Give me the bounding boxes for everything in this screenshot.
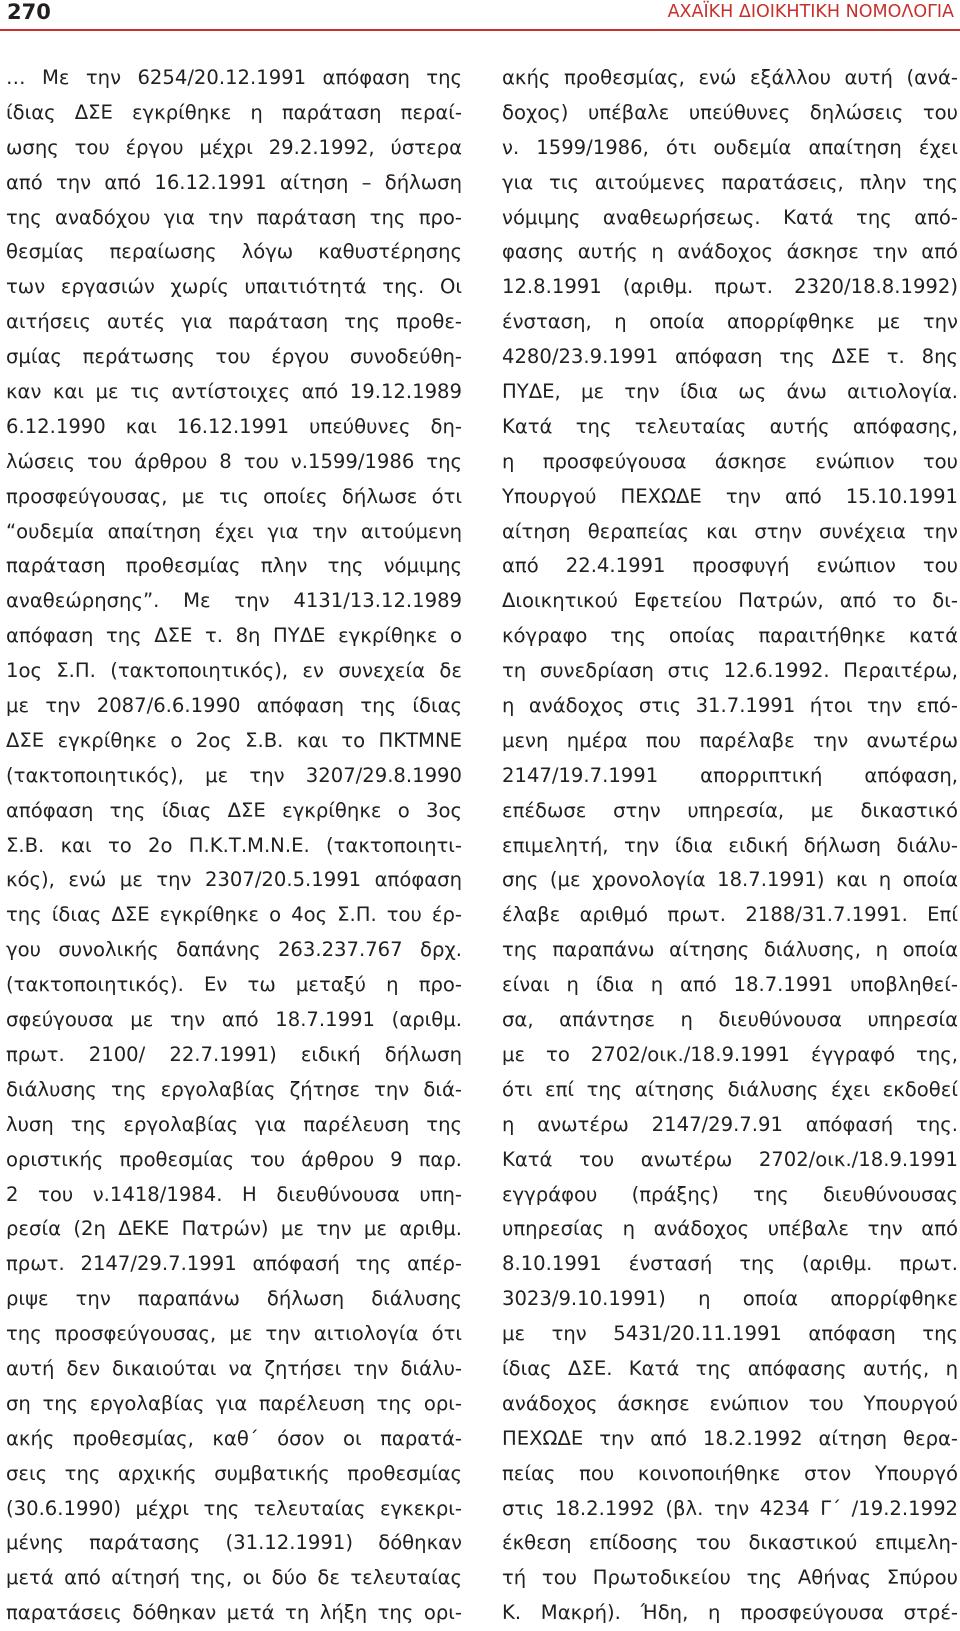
text-line: με την 5431/20.11.1991 απόφαση της xyxy=(502,1322,958,1346)
text-line: των εργασιών χωρίς υπαιτιότητά της. Οι xyxy=(6,275,462,299)
page-header xyxy=(0,0,960,32)
text-line: δοχος) υπέβαλε υπεύθυνες δηλώσεις του xyxy=(502,100,958,124)
text-line: απόφαση της ίδιας ΔΣΕ εγκρίθηκε ο 3ος xyxy=(6,798,462,822)
text-line: “ουδεμία απαίτηση έχει για την αιτούμενη xyxy=(6,519,462,543)
text-line: Διοικητικού Εφετείου Πατρών, από το δι- xyxy=(502,589,958,613)
text-line: κός), ενώ με την 2307/20.5.1991 απόφαση xyxy=(6,868,462,892)
text-line: Υπουργού ΠΕΧΩΔΕ την από 15.10.1991 xyxy=(502,484,958,508)
text-line: η ανωτέρω 2147/29.7.91 απόφασή της. xyxy=(502,1112,958,1136)
text-line: πρωτ. 2100/ 22.7.1991) ειδική δήλωση xyxy=(6,1042,462,1066)
text-line: (τακτοποιητικός). Εν τω μεταξύ η προ- xyxy=(6,973,462,997)
text-line: ν. 1599/1986, ότι ουδεμία απαίτηση έχει xyxy=(502,135,958,159)
text-line: (τακτοποιητικός), με την 3207/29.8.1990 xyxy=(6,763,462,787)
text-line: είναι η ίδια η από 18.7.1991 υποβληθεί- xyxy=(502,973,958,997)
text-line: υπηρεσίας η ανάδοχος υπέβαλε την από xyxy=(502,1217,958,1241)
text-line: διάλυσης της εργολαβίας ζήτησε την διά- xyxy=(6,1077,462,1101)
text-line: της προσφεύγουσας, με την αιτιολογία ότι xyxy=(6,1322,462,1346)
text-line: η προσφεύγουσα άσκησε ενώπιον του xyxy=(502,449,958,473)
text-line: ένσταση, η οποία απορρίφθηκε με την xyxy=(502,310,958,334)
text-line: 1ος Σ.Π. (τακτοποιητικός), εν συνεχεία δε xyxy=(6,659,462,683)
text-line: της αναδόχου για την παράταση της προ- xyxy=(6,205,462,229)
text-line: της παραπάνω αίτησης διάλυσης, η οποία xyxy=(502,938,958,962)
text-line: Σ.Β. και το 2ο Π.Κ.Τ.Μ.Ν.Ε. (τακτοποιητι- xyxy=(6,833,462,857)
text-line: ΠΕΧΩΔΕ την από 18.2.1992 αίτηση θερα- xyxy=(502,1426,958,1450)
text-line: παράταση προθεσμίας πλην της νόμιμης xyxy=(6,554,462,578)
text-line: πείας που κοινοποιήθηκε στον Υπουργό xyxy=(502,1461,958,1485)
text-line: γου συνολικής δαπάνης 263.237.767 δρχ. xyxy=(6,938,462,962)
text-line: σα, απάντησε η διευθύνουσα υπηρεσία xyxy=(502,1008,958,1032)
text-line: μένης παράτασης (31.12.1991) δόθηκαν xyxy=(6,1531,462,1555)
text-line: ίδιας ΔΣΕ εγκρίθηκε η παράταση περαί- xyxy=(6,100,462,124)
text-line: τη συνεδρίαση στις 12.6.1992. Περαιτέρω, xyxy=(502,659,958,683)
text-line: 3023/9.10.1991) η οποία απορρίφθηκε xyxy=(502,1287,958,1311)
text-line: έλαβε αριθμό πρωτ. 2188/31.7.1991. Επί xyxy=(502,903,958,927)
text-line: ίδιας ΔΣΕ. Κατά της απόφασης αυτής, η xyxy=(502,1356,958,1380)
text-line: επέδωσε στην υπηρεσία, με δικαστικό xyxy=(502,798,958,822)
text-line: με την 2087/6.6.1990 απόφαση της ίδιας xyxy=(6,694,462,718)
text-line: αναθεώρησης”. Με την 4131/13.12.1989 xyxy=(6,589,462,613)
text-line: έκθεση επίδοσης του δικαστικού επιμελη- xyxy=(502,1531,958,1555)
right-text-column xyxy=(502,61,958,1631)
text-line: λώσεις του άρθρου 8 του ν.1599/1986 της xyxy=(6,449,462,473)
text-line: μετά από αίτησή της, οι δύο δε τελευταίας xyxy=(6,1566,462,1590)
text-line: ωσης του έργου μέχρι 29.2.1992, ύστερα xyxy=(6,135,462,159)
left-text-column xyxy=(6,61,462,1631)
text-line: (30.6.1990) μέχρι της τελευταίας εγκεκρι- xyxy=(6,1496,462,1520)
text-line: ση της εργολαβίας για παρέλευση της ορι- xyxy=(6,1391,462,1415)
text-line: 2 του ν.1418/1984. Η διευθύνουσα υπη- xyxy=(6,1182,462,1206)
text-line: με το 2702/οικ./18.9.1991 έγγραφό της, xyxy=(502,1042,958,1066)
text-line: για τις αιτούμενες παρατάσεις, πλην της xyxy=(502,170,958,194)
header-rule xyxy=(0,29,960,31)
text-line: σης (με χρονολογία 18.7.1991) και η οποία xyxy=(502,868,958,892)
text-line: … Με την 6254/20.12.1991 απόφαση της xyxy=(6,66,462,89)
text-line: η ανάδοχος στις 31.7.1991 ήτοι την επό- xyxy=(502,694,958,718)
text-line: κόγραφο της οποίας παραιτήθηκε κατά xyxy=(502,624,958,648)
text-line: παρατάσεις δόθηκαν μετά τη λήξη της ορι- xyxy=(6,1601,462,1625)
text-line: καν και με τις αντίστοιχες από 19.12.1989 xyxy=(6,380,462,404)
text-line: ανάδοχος άσκησε ενώπιον του Υπουργού xyxy=(502,1391,958,1415)
text-line: 8.10.1991 ένστασή της (αριθμ. πρωτ. xyxy=(502,1252,958,1276)
text-line: ριψε την παραπάνω δήλωση διάλυσης xyxy=(6,1287,462,1311)
text-line: σεις της αρχικής συμβατικής προθεσμίας xyxy=(6,1461,462,1485)
text-line: Κατά της τελευταίας αυτής απόφασης, xyxy=(502,414,958,438)
text-line: ότι επί της αίτησης διάλυσης έχει εκδοθεί xyxy=(502,1077,958,1101)
text-line: αυτή δεν δικαιούται να ζητήσει την διάλυ- xyxy=(6,1356,462,1380)
text-line: ρεσία (2η ΔΕΚΕ Πατρών) με την με αριθμ. xyxy=(6,1217,462,1241)
text-line: 6.12.1990 και 16.12.1991 υπεύθυνες δη- xyxy=(6,414,462,438)
text-line: απόφαση της ΔΣΕ τ. 8η ΠΥΔΕ εγκρίθηκε ο xyxy=(6,624,462,648)
text-line: στις 18.2.1992 (βλ. την 4234 Γ΄ /19.2.1992 xyxy=(502,1496,958,1520)
page-number: 270 xyxy=(7,0,51,24)
text-line: θεσμίας περαίωσης λόγω καθυστέρησης xyxy=(6,240,462,264)
text-line: σφεύγουσα με την από 18.7.1991 (αριθμ. xyxy=(6,1008,462,1032)
text-line: λυση της εργολαβίας για παρέλευση της xyxy=(6,1112,462,1136)
text-line: 2147/19.7.1991 απορριπτική απόφαση, xyxy=(502,763,958,787)
text-line: πρωτ. 2147/29.7.1991 απόφασή της απέρ- xyxy=(6,1252,462,1276)
text-line: προσφεύγουσας, με τις οποίες δήλωσε ότι xyxy=(6,484,462,508)
text-line: 4280/23.9.1991 απόφαση της ΔΣΕ τ. 8ης xyxy=(502,345,958,369)
text-line: από την από 16.12.1991 αίτηση – δήλωση xyxy=(6,170,462,194)
running-title: ΑΧΑΪΚΗ ΔΙΟΙΚΗΤΙΚΗ ΝΟΜΟΛΟΓΙΑ xyxy=(667,2,954,22)
text-line: επιμελητή, την ίδια ειδική δήλωση διάλυ- xyxy=(502,833,958,857)
text-line: μενη ημέρα που παρέλαβε την ανωτέρω xyxy=(502,728,958,752)
text-line: σμίας περάτωσης του έργου συνοδεύθη- xyxy=(6,345,462,369)
text-line: φασης αυτής η ανάδοχος άσκησε την από xyxy=(502,240,958,264)
text-line: αιτήσεις αυτές για παράταση της προθε- xyxy=(6,310,462,334)
text-line: ΠΥΔΕ, με την ίδια ως άνω αιτιολογία. xyxy=(502,380,958,404)
text-line: τή του Πρωτοδικείου της Αθήνας Σπύρου xyxy=(502,1566,958,1590)
text-line: εγγράφου (πράξης) της διευθύνουσας xyxy=(502,1182,958,1206)
text-line: οριστικής προθεσμίας του άρθρου 9 παρ. xyxy=(6,1147,462,1171)
text-line: ακής προθεσμίας, καθ΄ όσον οι παρατά- xyxy=(6,1426,462,1450)
text-line: ΔΣΕ εγκρίθηκε ο 2ος Σ.Β. και το ΠΚΤΜΝΕ xyxy=(6,728,462,752)
text-line: 12.8.1991 (αριθμ. πρωτ. 2320/18.8.1992) xyxy=(502,275,958,299)
text-line: Κατά του ανωτέρω 2702/οικ./18.9.1991 xyxy=(502,1147,958,1171)
text-line: αίτηση θεραπείας και στην συνέχεια την xyxy=(502,519,958,543)
text-line: ακής προθεσμίας, ενώ εξάλλου αυτή (ανά- xyxy=(502,66,958,89)
text-line: της ίδιας ΔΣΕ εγκρίθηκε ο 4ος Σ.Π. του έρ- xyxy=(6,903,462,927)
text-line: από 22.4.1991 προσφυγή ενώπιον του xyxy=(502,554,958,578)
text-line: νόμιμης αναθεωρήσεως. Κατά της από- xyxy=(502,205,958,229)
text-line: Κ. Μακρή). Ήδη, η προσφεύγουσα στρέ- xyxy=(502,1601,958,1625)
